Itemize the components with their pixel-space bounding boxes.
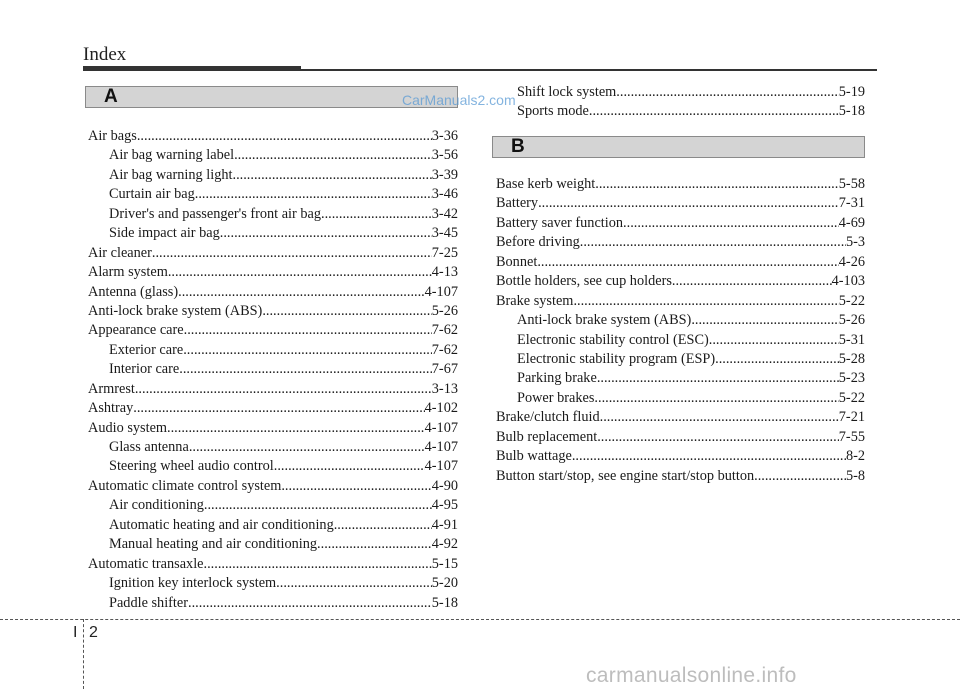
entry-term: Ignition key interlock system [109, 575, 277, 592]
index-entry [88, 263, 458, 282]
entry-term: Bottle holders, see cup holders [496, 273, 672, 290]
entry-term: Automatic climate control system [88, 477, 282, 494]
dot-leader [234, 146, 432, 165]
index-subentry [88, 574, 458, 593]
index-entry [88, 302, 458, 321]
dot-leader [597, 369, 839, 388]
index-entry [496, 214, 865, 233]
dot-leader [573, 292, 838, 311]
dot-leader [204, 555, 432, 574]
index-entry [88, 419, 458, 438]
index-subentry [496, 102, 865, 121]
dot-leader [538, 194, 839, 213]
dot-leader [188, 594, 432, 613]
entry-term: Steering wheel audio control [109, 458, 274, 475]
dot-leader [262, 302, 431, 321]
entry-term: Side impact air bag [109, 225, 220, 242]
entry-page-ref: 8-2 [845, 448, 865, 465]
dot-leader [204, 496, 432, 515]
entry-term: Air cleaner [88, 244, 152, 261]
dot-leader [537, 253, 838, 272]
entry-term: Anti-lock brake system (ABS) [517, 312, 692, 329]
footer-vertical-divider [83, 619, 84, 689]
dot-leader [709, 331, 839, 350]
entry-page-ref: 4-103 [831, 273, 865, 290]
dot-leader [594, 389, 838, 408]
dot-leader [595, 175, 839, 194]
index-entry [496, 194, 865, 213]
entry-page-ref: 5-18 [431, 594, 458, 611]
entry-term: Base kerb weight [496, 176, 596, 192]
dot-leader [580, 233, 846, 252]
entry-page-ref: 7-25 [431, 244, 458, 261]
dot-leader [672, 272, 832, 291]
index-entry [496, 292, 865, 311]
entry-term: Button start/stop, see engine start/stop button [496, 467, 755, 484]
entry-term: Parking brake [517, 370, 597, 387]
dot-leader [135, 380, 432, 399]
dot-leader [321, 205, 432, 224]
index-subentry [88, 457, 458, 476]
index-entry [88, 399, 458, 418]
entry-term: Manual heating and air conditioning [109, 536, 318, 553]
dot-leader [189, 438, 425, 457]
dot-leader [183, 341, 432, 360]
entry-term: Anti-lock brake system (ABS) [88, 302, 263, 319]
entry-page-ref: 5-18 [838, 103, 865, 120]
entry-term: Curtain air bag [109, 186, 195, 203]
index-entry [88, 477, 458, 496]
entry-page-ref: 5-58 [838, 176, 865, 192]
index-column-a [88, 127, 458, 613]
entry-page-ref: 4-69 [838, 214, 865, 231]
index-entry [88, 127, 458, 146]
entry-page-ref: 3-13 [431, 380, 458, 397]
dot-leader [167, 419, 425, 438]
entry-page-ref: 5-31 [838, 331, 865, 348]
entry-term: Power brakes [517, 389, 595, 406]
index-subentry [88, 535, 458, 554]
entry-page-ref: 3-56 [431, 147, 458, 164]
dot-leader [179, 360, 432, 379]
header-rule-thick [83, 66, 301, 71]
dot-leader [691, 311, 838, 330]
section-header-b [492, 136, 865, 158]
index-entry [496, 447, 865, 466]
entry-term: Bonnet [496, 253, 538, 270]
entry-term: Automatic transaxle [88, 555, 204, 572]
index-subentry [88, 516, 458, 535]
entry-page-ref: 7-21 [838, 409, 865, 426]
dot-leader [623, 214, 839, 233]
entry-page-ref: 5-22 [838, 389, 865, 406]
entry-page-ref: 7-67 [431, 361, 458, 378]
dot-leader [276, 574, 432, 593]
index-subentry [496, 350, 865, 369]
entry-term: Automatic heating and air conditioning [109, 516, 334, 533]
entry-page-ref: 3-42 [431, 205, 458, 222]
entry-page-ref: 4-107 [424, 283, 458, 300]
dot-leader [178, 283, 425, 302]
index-subentry [88, 360, 458, 379]
index-entry [496, 467, 865, 486]
dot-leader [589, 102, 839, 121]
entry-term: Exterior care [109, 341, 184, 358]
footer-chapter: I [73, 624, 78, 641]
entry-term: Brake/clutch fluid [496, 409, 600, 426]
entry-page-ref: 4-91 [431, 516, 458, 533]
dot-leader [600, 408, 839, 427]
index-column-b-continued [496, 83, 865, 122]
entry-term: Appearance care [88, 322, 184, 339]
entry-page-ref: 4-90 [431, 477, 458, 494]
entry-term: Alarm system [88, 264, 168, 281]
index-subentry [88, 341, 458, 360]
index-entry [88, 555, 458, 574]
entry-term: Electronic stability control (ESC) [517, 331, 709, 348]
index-subentry [496, 369, 865, 388]
header-rule-thin [301, 69, 877, 71]
index-entry [496, 233, 865, 252]
index-entry [496, 272, 865, 291]
entry-page-ref: 4-107 [424, 419, 458, 436]
dot-leader [616, 83, 838, 102]
index-subentry [496, 389, 865, 408]
watermark-carmanualsonline[interactable]: carmanualsonline.info [586, 664, 797, 687]
dot-leader [195, 185, 432, 204]
index-subentry [88, 438, 458, 457]
entry-page-ref: 4-102 [424, 400, 458, 417]
entry-term: Paddle shifter [109, 594, 189, 611]
entry-term: Antenna (glass) [88, 283, 179, 300]
entry-page-ref: 5-3 [845, 234, 865, 251]
index-entry [88, 380, 458, 399]
entry-page-ref: 5-15 [431, 555, 458, 572]
entry-page-ref: 7-31 [838, 195, 865, 212]
dot-leader [152, 244, 432, 263]
entry-term: Ashtray [88, 400, 134, 417]
dot-leader [137, 127, 432, 146]
entry-page-ref: 5-23 [838, 370, 865, 387]
entry-page-ref: 4-26 [838, 253, 865, 270]
dot-leader [754, 467, 846, 486]
entry-term: Battery [496, 195, 539, 212]
dot-leader [274, 457, 425, 476]
dot-leader [597, 428, 839, 447]
dot-leader [317, 535, 432, 554]
entry-page-ref: 4-92 [431, 536, 458, 553]
entry-page-ref: 5-20 [431, 575, 458, 592]
section-letter: A [104, 86, 118, 107]
entry-term: Sports mode [517, 103, 589, 120]
index-entry [88, 244, 458, 263]
entry-term: Battery saver function [496, 214, 624, 231]
index-entry [496, 408, 865, 427]
entry-page-ref: 3-36 [431, 128, 458, 144]
index-entry [88, 321, 458, 340]
dot-leader [233, 166, 432, 185]
entry-page-ref: 5-8 [845, 467, 865, 484]
page-title: Index [83, 44, 127, 65]
dot-leader [281, 477, 431, 496]
entry-term: Armrest [88, 380, 135, 397]
entry-term: Electronic stability program (ESP) [517, 350, 716, 367]
index-entry [496, 175, 865, 194]
dot-leader [168, 263, 432, 282]
entry-page-ref: 4-13 [431, 264, 458, 281]
index-subentry [88, 185, 458, 204]
entry-page-ref: 5-19 [838, 84, 865, 100]
entry-term: Audio system [88, 419, 168, 436]
entry-page-ref: 4-107 [424, 439, 458, 455]
entry-term: Driver's and passenger's front air bag [109, 205, 321, 222]
index-subentry [88, 166, 458, 185]
entry-term: Before driving [496, 234, 580, 251]
footer-divider [0, 619, 960, 620]
index-entry [88, 283, 458, 302]
entry-page-ref: 5-26 [838, 312, 865, 329]
entry-term: Interior care [109, 361, 180, 378]
section-letter: B [511, 136, 525, 157]
entry-page-ref: 4-95 [431, 497, 458, 514]
index-subentry [496, 311, 865, 330]
dot-leader [184, 321, 432, 340]
entry-term: Shift lock system [517, 84, 617, 100]
entry-page-ref: 7-62 [431, 322, 458, 339]
entry-page-ref: 3-39 [431, 166, 458, 183]
entry-term: Air conditioning [109, 497, 204, 514]
entry-term: Glass antenna [109, 439, 189, 455]
entry-page-ref: 4-107 [424, 458, 458, 475]
index-subentry [88, 496, 458, 515]
entry-term: Air bag warning label [109, 147, 235, 164]
index-subentry [496, 83, 865, 102]
entry-term: Bulb wattage [496, 448, 572, 465]
index-entry [496, 253, 865, 272]
index-subentry [88, 594, 458, 613]
entry-term: Air bags [88, 128, 137, 144]
dot-leader [133, 399, 424, 418]
index-column-b [496, 175, 865, 486]
entry-term: Bulb replacement [496, 428, 598, 445]
dot-leader [334, 516, 432, 535]
index-subentry [496, 331, 865, 350]
entry-term: Air bag warning light [109, 166, 233, 183]
entry-page-ref: 7-55 [838, 428, 865, 445]
footer-page-number: 2 [89, 624, 98, 641]
dot-leader [220, 224, 432, 243]
index-subentry [88, 205, 458, 224]
entry-term: Brake system [496, 292, 574, 309]
watermark-carmanuals[interactable]: CarManuals2.com [402, 92, 516, 108]
entry-page-ref: 7-62 [431, 341, 458, 358]
index-subentry [88, 224, 458, 243]
index-subentry [88, 146, 458, 165]
dot-leader [715, 350, 839, 369]
entry-page-ref: 3-46 [431, 186, 458, 203]
dot-leader [572, 447, 846, 466]
entry-page-ref: 5-26 [431, 302, 458, 319]
entry-page-ref: 5-22 [838, 292, 865, 309]
entry-page-ref: 3-45 [431, 225, 458, 242]
entry-page-ref: 5-28 [838, 350, 865, 367]
index-entry [496, 428, 865, 447]
